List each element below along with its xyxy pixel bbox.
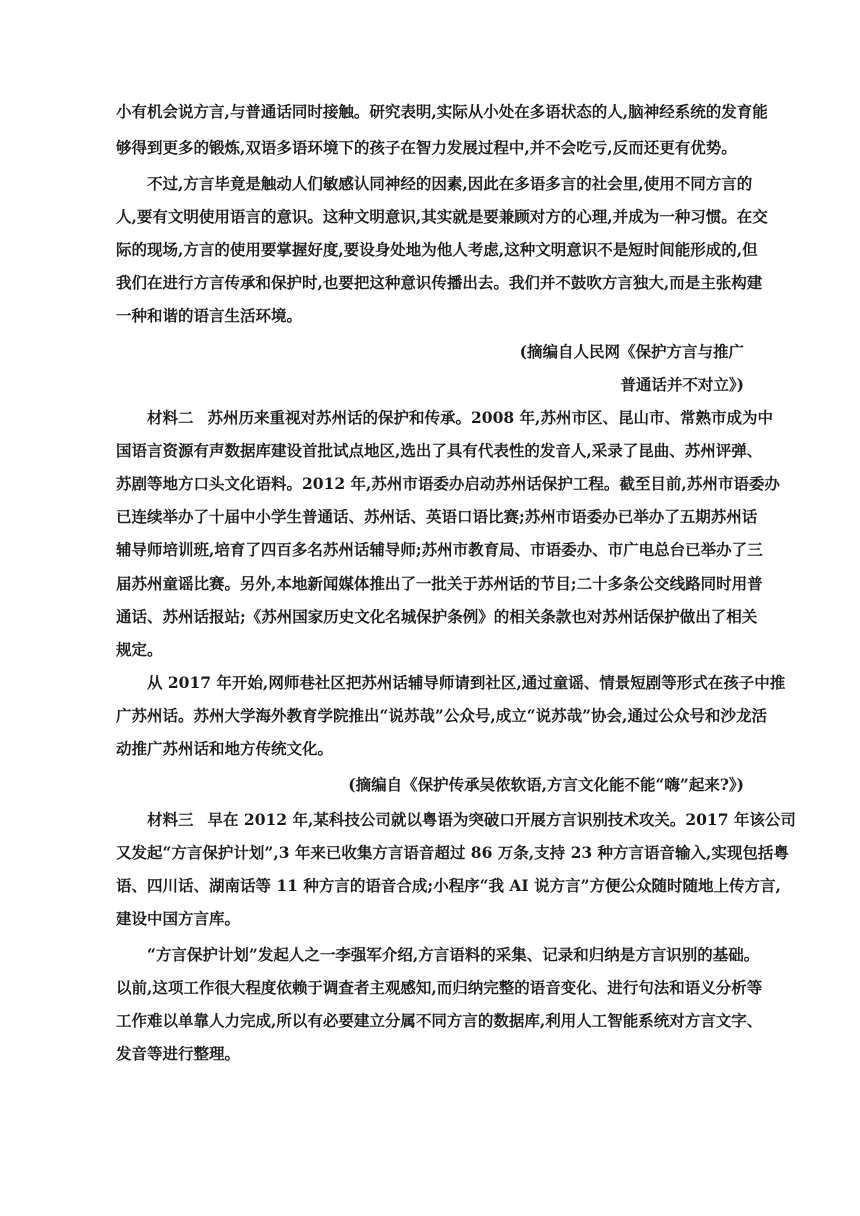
- paragraph-line: 苏剧等地方口头文化语料。2012 年,苏州市语委办启动苏州话保护工程。截至目前,苏州市语委办: [116, 474, 780, 493]
- paragraph-line: 小有机会说方言,与普通话同时接触。研究表明,实际从小处在多语状态的人,脑神经系统的发育能: [116, 102, 768, 121]
- paragraph-line: 又发起“方言保护计划”,3 年来已收集方言语音超过 86 万条,支持 23 种方言语音输入,实现包括粤: [116, 843, 789, 862]
- paragraph-line: 已连续举办了十届中小学生普通话、苏州话、英语口语比赛;苏州市语委办已举办了五期苏州话: [116, 507, 758, 526]
- material-label: 材料二: [147, 408, 194, 427]
- paragraph-line: 辅导师培训班,培育了四百多名苏州话辅导师;苏州市教育局、市语委办、市广电总台已举办了三: [116, 540, 763, 559]
- paragraph-line: [147, 810, 796, 830]
- material-label: 材料三: [147, 810, 194, 829]
- paragraph-line: 语、四川话、湖南话等 11 种方言的语音合成;小程序“我 AI 说方言”方便公众随时随地上传方言,: [116, 876, 781, 895]
- paragraph-line: “方言保护计划”发起人之一李强军介绍,方言语料的采集、记录和归纳是方言识别的基础。: [147, 945, 760, 964]
- paragraph-line: 动推广苏州话和地方传统文化。: [116, 739, 334, 758]
- paragraph-line: 我们在进行方言传承和保护时,也要把这种意识传播出去。我们并不鼓吹方言独大,而是主张构建: [116, 273, 763, 292]
- paragraph-line: 国语言资源有声数据库建设首批试点地区,选出了具有代表性的发音人,采录了昆曲、苏州评弹、: [116, 441, 763, 460]
- paragraph-line: 通话、苏州话报站;《苏州国家历史文化名城保护条例》的相关条款也对苏州话保护做出了相关: [116, 607, 758, 626]
- paragraph-line: 人,要有文明使用语言的意识。这种文明意识,其实就是要兼顾对方的心理,并成为一种习惯。在交: [116, 207, 768, 226]
- paragraph-text: 苏州历来重视对苏州话的保护和传承。2008 年,苏州市区、昆山市、常熟市成为中: [207, 408, 773, 427]
- paragraph-line: 以前,这项工作很大程度依赖于调查者主观感知,而归纳完整的语音变化、进行句法和语义分析等: [116, 978, 763, 997]
- paragraph-line: 建设中国方言库。: [116, 909, 241, 928]
- paragraph-line: 届苏州童谣比赛。另外,本地新闻媒体推出了一批关于苏州话的节目;二十多条公交线路同时用普: [116, 574, 763, 593]
- paragraph-line: 广苏州话。苏州大学海外教育学院推出“说苏哉”公众号,成立“说苏哉”协会,通过公众号和沙龙活: [116, 706, 767, 725]
- paragraph-line: 际的现场,方言的使用要掌握好度,要设身处地为他人考虑,这种文明意识不是短时间能形成的,但: [116, 240, 758, 259]
- paragraph-line: 不过,方言毕竟是触动人们敏感认同神经的因素,因此在多语多言的社会里,使用不同方言的: [147, 174, 753, 193]
- paragraph-line: 规定。: [116, 640, 163, 659]
- paragraph-line: 发音等进行整理。: [116, 1044, 241, 1063]
- paragraph-line: 一种和谐的语言生活环境。: [116, 306, 303, 325]
- source-citation: (摘编自人民网《保护方言与推广: [519, 342, 744, 361]
- source-citation: 普通话并不对立》): [620, 375, 744, 394]
- source-citation: (摘编自《保护传承吴侬软语,方言文化能不能“嗨”起来?》): [348, 775, 744, 794]
- paragraph-text: 早在 2012 年,某科技公司就以粤语为突破口开展方言识别技术攻关。2017 年该公司: [207, 810, 796, 829]
- paragraph-line: 从 2017 年开始,网师巷社区把苏州话辅导师请到社区,通过童谣、情景短剧等形式在孩子中推: [147, 673, 786, 692]
- paragraph-line: 工作难以单靠人力完成,所以有必要建立分属不同方言的数据库,利用人工智能系统对方言文字、: [116, 1011, 763, 1030]
- paragraph-line: 够得到更多的锻炼,双语多语环境下的孩子在智力发展过程中,并不会吃亏,反而还更有优势。: [116, 138, 737, 157]
- paragraph-line: [147, 408, 773, 428]
